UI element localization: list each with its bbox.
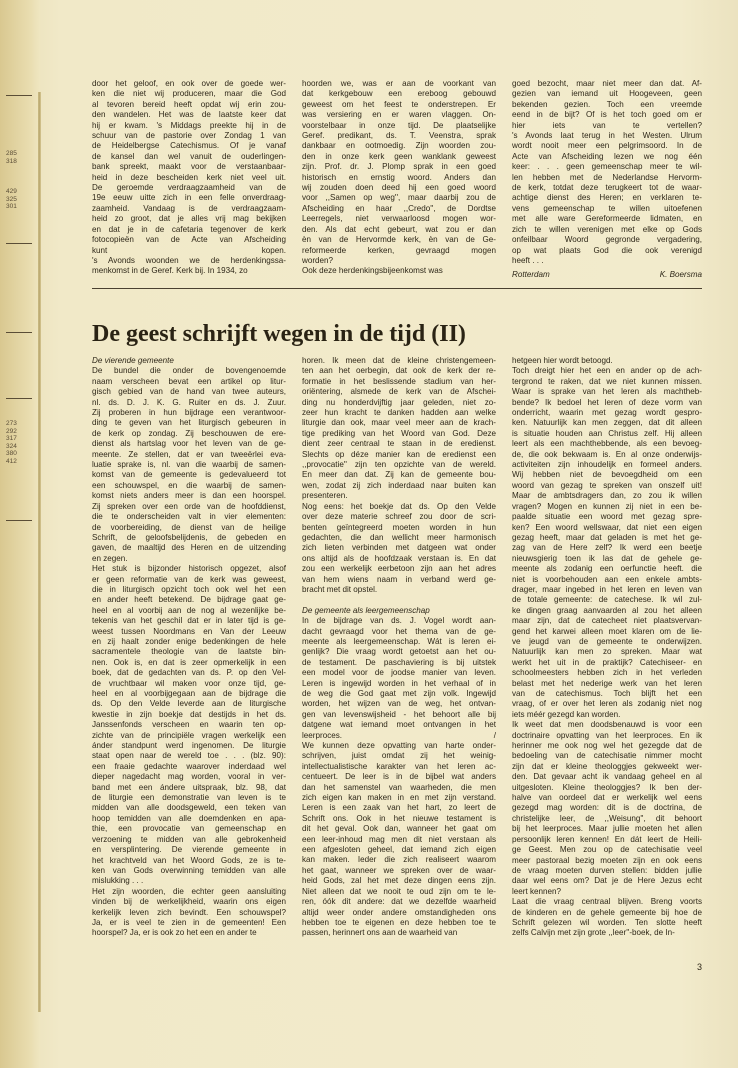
text-line: sacramentele theologie van de laatste bin- (92, 647, 286, 657)
text-line: hoop temidden van alle doemdenken en apa- (92, 813, 286, 823)
text-line: maar zijn, dat de catecheet niet plaatsvervan- (512, 616, 702, 626)
text-line: ,,provocatie'' zijn ten opzichte van de wereld. (302, 460, 496, 470)
text-line: weest tussen Noordmans en Van der Leeuw (92, 626, 286, 636)
text-line: gezien van iemand uit Hoogeveen, geen (512, 89, 702, 99)
text-line: den in onze kerk geen wanklank geweest (302, 151, 496, 161)
section-subheading: De vierende gemeente (92, 356, 174, 365)
text-line: gezag heeft, maar dat geladen is met het ge- (512, 532, 702, 542)
text-line: keer: . . . geen gemeenschap meer te wil- (512, 162, 702, 172)
text-line: De geroemde verdraagzaamheid van de (92, 183, 286, 193)
text-line: achtige dienst des Heren; en verklaren te- (512, 193, 702, 203)
text-line: den wandelen. Het was de laatste keer dat (92, 110, 286, 120)
text-line: dat kerkgebouw een ereboog gebouwd (302, 89, 496, 99)
binding-line (38, 92, 41, 1012)
page-number: 3 (697, 962, 703, 972)
text-line: gezegd mag worden: dit is de doctrina, de (512, 803, 702, 813)
margin-number: 317 (6, 435, 17, 442)
text-line: 's Avonds woonden we de herdenkingssa- (92, 255, 286, 265)
article-column-1 (92, 356, 286, 939)
text-line: halve van oordeel dat er werkelijk wel eens (512, 793, 702, 803)
text-line: een schouwspel, en die waarbij de samen- (92, 480, 286, 490)
text-line: een fraaie gedachte waarover inderdaad wel (92, 761, 286, 771)
text-line: drager, maar ingebed in het leren en leven van (512, 584, 702, 594)
text-line: midden van alle doodsgeweld, een teken van (92, 803, 286, 813)
text-line: den. Dat gevaar acht ik vandaag geheel en al (512, 772, 702, 782)
text-line: de kansel dan wel vanuit de ouderlingen- (92, 151, 286, 161)
text-line: de Heidelbergse Catechismus. Of je vanaf (92, 141, 286, 151)
text-line: hoorspel? Ja, er is ook zo het een en ander te (92, 928, 257, 938)
text-line: worden? (302, 255, 334, 265)
text-line: èn van de Hervormde kerk, èn van de Ge- (302, 235, 496, 245)
text-line: kerkelijk leven zich bevindt. Een schouwspel? (92, 907, 286, 917)
text-line: voorstelbaar in onze tijd. De plaatselijke (302, 120, 496, 130)
text-line: dit het geval. Ook dan, wanneer het gaat om (302, 824, 496, 834)
top-article-column-1 (92, 79, 286, 277)
margin-mark (6, 332, 32, 333)
signature-place: Rotterdam (512, 270, 550, 279)
text-line: Het stuk is bijzonder historisch opgezet, alsof (92, 564, 286, 574)
text-line: met alle ware Gereformeerde lidmaten, en (512, 214, 702, 224)
text-line: onfeilbaar Woord gegronde vergadering, (512, 235, 702, 245)
text-line: zich lieten verbinden met datgeen wat onder (302, 543, 496, 553)
text-line: en versplintering. De vierende gemeente in (92, 845, 286, 855)
text-line: de weg die God gaat met zijn volk. Ingewijd (302, 688, 496, 698)
text-line: Natuurlijk kan men zo spreken. Maar wat (512, 647, 702, 657)
text-line: In de bijdrage van ds. J. Vogel wordt aan- (302, 616, 496, 626)
text-line: den. Als dat echt gebeurt, wat zou er dan (302, 224, 496, 234)
text-line: dieper nagedacht mag worden, vooral in ver- (92, 772, 286, 782)
text-line: tergrond te raken, dat we niet kunnen missen. (512, 376, 702, 386)
text-line: Zij spreken over een orde van de hoofddienst, (92, 501, 286, 511)
text-line: thie, een provocatie van gemeenschap en (92, 824, 286, 834)
text-line: zaamheid. Vandaag is de verdraagzaam- (92, 203, 286, 213)
text-line: en ander heeft betekend. De bijdrage gaat ge- (92, 595, 286, 605)
text-line: meer pastoraal bezig moeten zijn en ook eens (512, 855, 702, 865)
text-line: en zegen. (92, 553, 128, 563)
article-title: De geest schrijft wegen in de tijd (II) (92, 321, 466, 347)
text-line: belast met het nederige werk van het leren (512, 678, 702, 688)
text-line: een afgesloten geheel, dat iemand zich eigen (302, 845, 496, 855)
text-line: was versiering en er waren vlaggen. On- (302, 110, 496, 120)
text-line: een leer-inhoud mag men dit niet verstaan als (302, 834, 496, 844)
text-line: hetgeen hier wordt betoogd. (512, 356, 613, 365)
text-line: bracht met dit opstel. (302, 584, 378, 594)
text-line: de testament. De paschaviering is bij uitstek (302, 657, 496, 667)
text-line: formatie in het beslissende stadium van her- (302, 376, 496, 386)
text-line: er geen reformatie van de kerk was geweest, (92, 574, 286, 584)
text-line: de kinderen en de gehele gemeente bij hoe de (512, 907, 702, 917)
text-line: eend in de bijt? Of is het toch goed om er (512, 110, 702, 120)
margin-number: 273 (6, 420, 17, 427)
text-line: boek, dat de gedachten van ds. P. op den Vel- (92, 668, 286, 678)
text-line: ken. Natuurlijk kan men zeggen, dat dit alleen (512, 418, 702, 428)
text-line: ken? Een woord wellswaar, dat niet een eigen (512, 522, 702, 532)
text-line: een model voor de joodse manier van leven. (302, 668, 496, 678)
text-line: zich te willen verenigen met elke op Gods (512, 224, 702, 234)
text-line: ken van Gods overwinning temidden van alle (92, 865, 286, 875)
text-line: bekenden gezien. Toch een vreemde (512, 99, 702, 109)
text-line: en zij haalt zonder enige bedenkingen de hele (92, 636, 286, 646)
text-line: de kerk, totdat deze terugkeert tot de waar- (512, 183, 702, 193)
text-line: vinden bij de werkelijkheid, waarin ons eigen (92, 897, 286, 907)
text-line: meente als zodanig een oerfunctie heeft. die (512, 564, 702, 574)
text-line: ve jeugd van de gemeente te onderwijzen. (512, 636, 702, 646)
text-line: paalde situatie een woord met gezag spre- (512, 512, 702, 522)
margin-mark (6, 398, 32, 399)
text-line: meente als leergemeenschap. Wát is leren ei- (302, 636, 496, 646)
text-line: dankbaar en ootmoedig. Zijn woorden zou- (302, 141, 496, 151)
text-line: zijn. Prof. dr. J. Plomp sprak in een goed (302, 162, 496, 172)
text-line: herinner me ook nog wel het gezegde dat de (512, 741, 702, 751)
text-line: daar wel eens om? Dat je de Here Jezus echt (512, 876, 702, 886)
margin-number: 292 (6, 427, 17, 435)
text-line: fotocopieën van de Acte van Afscheiding (92, 235, 286, 245)
text-line: Wij hebben niet de bevoegdheid om een (512, 470, 702, 480)
article-column-3 (512, 356, 702, 939)
text-line: mislukking . . . (92, 876, 144, 886)
text-line: reformeerde kerken, gevraagd mogen (302, 245, 496, 255)
text-line: woord van gezag te spreken van onszelf uit! (512, 480, 702, 490)
text-line: ons altijd als de hoofdzaak verstaan is. En dat (302, 553, 496, 563)
text-line: kan maken. Ieder die zich realiseert waarom (302, 855, 496, 865)
text-line: over deze materie schreef zou door de scri- (302, 512, 496, 522)
text-line: wen, zodat zij zich inderdaad naar buiten kan (302, 480, 496, 490)
text-line: historisch en ernstig woord. Anders dan (302, 172, 496, 182)
text-line: door het geloof, en ook over de goede wer- (92, 79, 286, 88)
text-line: leert kennen? (512, 886, 562, 896)
section-subheading: De gemeente als leergemeenschap (302, 605, 430, 615)
text-line: heel en al voorbij aan de nog al wezenlijke be- (92, 605, 286, 615)
text-line: leerproces. / (302, 730, 496, 740)
signature-author: K. Boersma (659, 270, 702, 279)
article-column-2 (302, 356, 496, 939)
text-line: worden, het wijzen van de weg, het ontvan- (302, 699, 496, 709)
text-line: hebben toe te eigenen en deze hebben toe te (302, 917, 496, 927)
paragraph-gap (302, 595, 496, 605)
text-line: Acte van Afscheiding lezen we nog één (512, 151, 702, 161)
text-line: Nog eens: het boekje dat ds. Op den Velde (302, 501, 496, 511)
text-line: gend het karwei alleen moet klaren om de lie- (512, 626, 702, 636)
text-line: heel en al voorbijgegaan aan de bijdrage die (92, 689, 286, 698)
margin-mark (6, 243, 32, 244)
text-line: van de catechismus. Toch blijft het een (512, 689, 702, 698)
text-line: schuur van de pastorie over Zondag 1 van (92, 131, 286, 141)
text-line: centueert. De leer is in de bijbel wat anders (302, 772, 496, 782)
text-line: Janssenfonds verscheen en waarin ten op- (92, 720, 286, 730)
text-line: verzoening te midden van alle gebrokenheid (92, 834, 286, 844)
text-line: luatie sprake is, nl. van die waarbij de samen- (92, 460, 286, 470)
text-line: Schrift gelezen wil worden. Ten slotte heeft (512, 917, 702, 927)
text-line: schoolmeesters hebben zich in het verleden (512, 668, 702, 678)
text-line: Schrift, de geloofsbelijdenis, de gebeden en (92, 532, 286, 542)
text-line: dient zeer centraal te staan in de eredienst. (302, 439, 496, 449)
margin-number: 429 (6, 188, 17, 195)
text-line: liturgie dan ook, maar veel meer aan de krach- (302, 418, 496, 428)
margin-number: 301 (6, 203, 17, 210)
text-line: Niet alleen dat we nooit te oud zijn om te le- (302, 886, 496, 896)
text-line: al tevoren bereid heeft opdat wij erin zou- (92, 99, 286, 109)
text-line: Maar de ambtsdragers dan, zo zou ik willen (512, 491, 702, 501)
text-line: vens gemeenschap te willen uitoefenen (512, 203, 702, 213)
text-line: geweest om het feest te onderstrepen. Er (302, 99, 496, 109)
text-line: 19e eeuw uitte zich in een felle onverdraag- (92, 193, 286, 203)
text-line: ren, óók dit andere: dat we dezelfde waarheid (302, 897, 496, 907)
text-line: ten aan het oerbegin, dat ook de kerk der re- (302, 366, 496, 376)
text-line: ánder standpunt werd ingenomen. De liturgie (92, 741, 286, 751)
text-line: christelijke leer, de ,,Weisung'', dit behoort (512, 813, 702, 823)
text-line: staat open naar de wereld toe . . . (blz. 90): (92, 751, 286, 761)
text-line: nen. Ook is, en dat is zeer opmerkelijk in een (92, 657, 286, 667)
text-line: Toch dreigt hier het een en ander op de ach- (512, 366, 702, 376)
text-line: hij er kwam. 's Middags preekte hij in de (92, 120, 286, 130)
text-line: activiteiten zijn inhoudelijk en formeel anders. (512, 460, 702, 470)
text-line: die in liturgisch opzicht toch ook wel het een (92, 584, 286, 594)
text-line: de vraag moeten durven stellen: bidden jullie (512, 865, 702, 875)
text-line: vragen? Mogen en kunnen zij niet in een be- (512, 501, 702, 511)
text-line: zijn dat er kleine theologgjes gekweekt wer- (512, 761, 702, 771)
margin-number: 380 (6, 450, 17, 457)
text-line: Ja, er is veel te zien in de gemeenten! Een (92, 917, 286, 927)
text-line: 's Avonds laat terug in het Westen. Ulrum (512, 131, 702, 141)
text-line: niet is voorbehouden aan een enkele ambts- (512, 574, 702, 584)
text-line: gedachten, die dan wellicht meer harmonisch (302, 532, 496, 542)
margin-mark (6, 520, 32, 521)
text-line: genlijk? Die vraag wordt getoetst aan het ou- (302, 647, 496, 657)
margin-numbers (6, 420, 17, 465)
text-line: vraag, of er over het leren als zodanig niet nog (512, 699, 702, 709)
text-line: is situatie houden aan Christus zelf. Hij alleen (512, 428, 702, 438)
text-line: wij zouden doen deed hij een goed woord (302, 183, 496, 193)
text-line: van hem wiens naam in verband werd ge- (302, 574, 496, 584)
text-line: Afscheiding en haar ,,Credo'', de Dordtse (302, 203, 496, 213)
text-line: ds. Op den Velde leverde aan de liturgische (92, 699, 286, 709)
text-line: gaven, de maaltijd des Heren en de uitzending (92, 543, 286, 553)
text-line: bank spreekt, maakt voor de verstaanbaar- (92, 162, 286, 172)
text-line: Leerregels, niet verwaarloosd mogen wor- (302, 214, 496, 224)
text-line: heid Gods, zal het met deze dingen eens zijn. (302, 876, 496, 886)
text-line: Geref. predikant, ds. T. Veenstra, sprak (302, 131, 496, 141)
text-line: benten geïntegreerd moeten worden in hun (302, 522, 496, 532)
text-line: menkomst in de Geref. Kerk bij. In 1934, zo (92, 266, 248, 276)
text-line: Schrift ons. Ook in het nieuwe testament is (302, 813, 496, 823)
text-line: oriëntering, alsmede de kerk van de Afschei- (302, 387, 496, 397)
margin-mark (6, 95, 32, 96)
text-line: uitgesloten. Kleine theologgjes? Ik ben der- (512, 782, 702, 792)
text-line: Slechts op déze manier kan de eredienst een (302, 449, 496, 459)
text-line: werkt het uit in de praktijk? Catechiseer- en (512, 657, 702, 667)
text-line: de voorbereiding, de dienst van de heilige (92, 522, 286, 532)
text-line: zichte van de principiële vragen werkelijk een (92, 730, 286, 740)
text-line: de liturgie een demonstratie van leven is te (92, 793, 286, 803)
text-line: heid in deze bescheiden kerk niet veel uit. (92, 172, 286, 182)
text-line: intellectualistische karakter van het leren ac- (302, 761, 496, 771)
text-line: kwestie in zijn boekje dat destijds in het ds. (92, 709, 286, 719)
text-line: iets méér gezegd kan worden. (512, 709, 621, 719)
text-line: dan het samenstel van waarheden, die men (302, 782, 496, 792)
text-line: presenteren. (302, 491, 348, 501)
text-line: heeft . . . (512, 255, 544, 265)
text-line: gen van levenswijsheid - het behoort alle bij (302, 709, 496, 719)
text-line: De bundel die onder de bovengenoemde (92, 366, 286, 376)
text-line: passen, herinnert ons aan de waarheid van (302, 928, 458, 938)
top-article-column-2 (302, 79, 496, 277)
text-line: Leren is ingewijd worden in het verhaal of in (302, 678, 496, 688)
text-line: Ook deze herdenkingsbijeenkomst was (302, 266, 443, 276)
text-line: ken die niet wij produceren, maar die God (92, 89, 286, 99)
text-line: de totale gemeente: de catechese. Ik wil zul- (512, 595, 702, 605)
text-line: heid zo groot, dat je alles vrij mag bekijken (92, 214, 286, 224)
text-line: len hebben met de Nederlandse Hervorm- (512, 172, 702, 182)
text-line: Laat die vraag centraal blijven. Breng voorts (512, 897, 702, 907)
margin-number: 325 (6, 195, 17, 203)
text-line: wordt nooit meer een pelgrimsoord. In de (512, 141, 702, 151)
text-line: Ik weet dat men doodsbenauwd is voor een (512, 720, 702, 730)
text-line: leert als een machthebbende, als een bevoeg- (512, 439, 702, 449)
text-line: persoonlijk leren kennen! En dát leert de Heili- (512, 834, 702, 844)
margin-numbers (6, 188, 17, 211)
text-line: dacht gevraagd voor het thema van de ge- (302, 626, 496, 636)
text-line: We kunnen deze opvatting van harte onder- (302, 741, 496, 751)
margin-numbers (6, 150, 17, 165)
text-line: doctrinaire opvatting van het leerproces. En ik (512, 730, 702, 740)
margin-number: 324 (6, 442, 17, 450)
margin-number: 285 (6, 150, 17, 157)
margin-number: 412 (6, 457, 17, 465)
text-line: horen. Ik meen dat de kleine christengemeen- (302, 356, 496, 365)
text-line: schrijven, juist omdat zij het weinig- (302, 751, 496, 761)
text-line: Het zijn woorden, die echter geen aansluiting (92, 886, 286, 896)
text-line: Leren is een zaak van het hart, zo leert de (302, 803, 496, 813)
text-line: de vruchtbaar wil maken voor onze tijd, ge- (92, 678, 286, 688)
text-line: het krachtveld van het Woord Gods, ze is te- (92, 855, 286, 865)
text-line: hier iets van te vertellen? (512, 120, 702, 130)
text-line: komst niets anders meer is dan een hoorspel. (92, 491, 286, 501)
text-line: de, die ook bekwaam is. En al onze onderwijs- (512, 449, 702, 459)
text-line: bende? Ik bedoel het leren of deze vorm van (512, 397, 702, 407)
margin-number: 318 (6, 157, 17, 165)
text-line: bedoeling van de catechisatie nimmer mocht (512, 751, 702, 761)
section-divider (92, 288, 702, 289)
text-line: zeer hun kracht te danken hadden aan welke (302, 408, 496, 418)
text-line: dienst als hartslag voor het leven van de ge- (92, 439, 286, 449)
text-line: ding te geven van het liturgisch gebeuren in (92, 418, 286, 428)
text-line: onderricht, waarin met gezag wordt gespro- (512, 408, 702, 418)
text-line: op wat plaats God die ook verenigd (512, 245, 702, 255)
text-line: datgene wat iemand moet ontvangen in het (302, 720, 496, 730)
text-line: En meer dan dat. Zij kan de gemeente bou- (302, 470, 496, 480)
text-line: Zij proberen in hun bijdrage een verantwoor- (92, 408, 286, 418)
text-line: zich eigen kan maken in en met zijn verstand. (302, 793, 496, 803)
text-line: de kerk op zondag. Zij beschouwen de ere- (92, 428, 286, 438)
text-line: komst van de gemeente is gedevalueerd tot (92, 470, 286, 480)
signature (512, 270, 702, 279)
text-line: zelfs Calvijn met zijn grote ,,leer''-boek, de In- (512, 928, 675, 938)
text-line: Waar is sprake van het leren als machtheb- (512, 387, 702, 397)
text-line: altijd weer onder andere omstandigheden ons (302, 907, 496, 917)
text-line: zag van de Here zelf? Ik werd een beetje (512, 543, 702, 553)
top-article-column-3 (512, 79, 702, 266)
text-line: het gaat, wanneer we spreken over de waar- (302, 865, 496, 875)
text-line: die te onderscheiden valt in vier elementen: (92, 512, 286, 522)
text-line: zou een werkelijk eerbetoon zijn aan het adres (302, 564, 496, 574)
text-line: goed bezocht, maar niet meer dan dat. Af- (512, 79, 702, 88)
text-line: gisch gebied van de hand van twee auteurs, (92, 387, 286, 397)
text-line: ke dingen graag aanvaarden al zou het alleen (512, 605, 702, 615)
text-line: meente. Ze stellen, dat er van tweeërlei eva- (92, 449, 286, 459)
text-line: hoorden we, was er aan de voorkant van (302, 79, 496, 88)
text-line: ding nu honderdvijftig jaar geleden, niet zo- (302, 397, 496, 407)
text-line: voor ,,Samen op weg'', maar daarbij zou de (302, 193, 496, 203)
text-line: bij het leerproces. Maar jullie moeten het allen (512, 824, 702, 834)
text-line: tige prediking van het Woord van God. Deze (302, 428, 496, 438)
text-line: en dat je in de cafetaria tegenover de kerk (92, 224, 286, 234)
text-line: band met een ándere uitspraak, blz. 98, dat (92, 782, 286, 792)
text-line: naam verscheen bevat een artikel op litur- (92, 376, 286, 386)
text-line: kunt kopen. (92, 245, 286, 255)
text-line: nieuwsgierig toen ik las dat de gehele ge- (512, 553, 702, 563)
text-line: tekenis van het geschil dat er in later tijd is ge- (92, 616, 286, 626)
text-line: nl. ds. D. J. K. G. Ruiter en ds. J. Zuur. (92, 397, 286, 407)
text-line: ge Geest. Men zou op de catechisatie veel (512, 845, 702, 855)
